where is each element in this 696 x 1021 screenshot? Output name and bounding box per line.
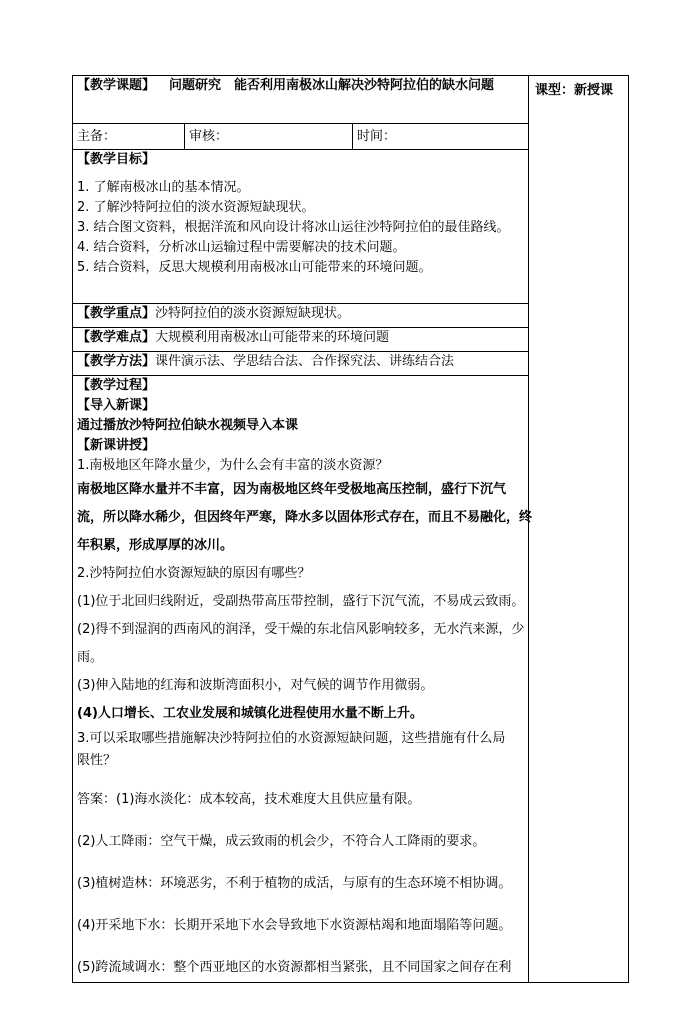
measure-2: (2)人工降雨：空气干燥，成云致雨的机会少，不符合人工降雨的要求。 xyxy=(77,834,486,849)
process-cell xyxy=(73,376,533,983)
objective-item: 3. 结合图文资料，根据洋流和风向设计将冰山运往沙特阿拉伯的最佳路线。 xyxy=(77,220,510,235)
objectives-cell xyxy=(73,150,529,304)
intro-text: 通过播放沙特阿拉伯缺水视频导入本课 xyxy=(77,418,299,433)
objective-item: 1. 了解南极冰山的基本情况。 xyxy=(77,180,250,195)
reviewer-cell xyxy=(185,124,353,150)
intro-label: 【导入新课】 xyxy=(77,398,156,413)
method-cell xyxy=(73,352,529,376)
lesson-title-text: 问题研究 能否利用南极冰山解决沙特阿拉伯的缺水问题 xyxy=(169,78,495,93)
reviewer-label: 审核： xyxy=(189,129,229,144)
question-3-line: 3.可以采取哪些措施解决沙特阿拉伯的水资源短缺问题，这些措施有什么局 xyxy=(77,731,506,746)
lesson-title-label: 【教学课题】 xyxy=(77,78,156,93)
lesson-plan-table xyxy=(72,75,629,983)
measure-3: (3)植树造林：环境恶劣，不利于植物的成活，与原有的生态环境不相协调。 xyxy=(77,876,512,891)
lesson-title-cell xyxy=(73,76,529,124)
difficulty-cell xyxy=(73,328,529,352)
question-3-line: 限性？ xyxy=(77,753,117,768)
method-label: 【教学方法】 xyxy=(77,354,156,369)
method-text: 课件演示法、学思结合法、合作探究法、讲练结合法 xyxy=(155,354,455,369)
answer-1-line: 年积累，形成厚厚的冰川。 xyxy=(77,538,234,553)
answer-1-line: 南极地区降水量并不丰富，因为南极地区终年受极地高压控制，盛行下沉气 xyxy=(77,482,507,497)
key-point-label: 【教学重点】 xyxy=(77,306,156,321)
answer-1 xyxy=(77,476,533,560)
reason-1: (1)位于北回归线附近，受副热带高压带控制，盛行下沉气流，不易成云致雨。 xyxy=(77,594,525,609)
main-prep-cell xyxy=(73,124,185,150)
lesson-type: 课型：新授课 xyxy=(535,83,614,98)
reason-3: (3)伸入陆地的红海和波斯湾面积小，对气候的调节作用微弱。 xyxy=(77,678,434,693)
lesson-type-cell xyxy=(529,76,629,983)
objective-item: 2. 了解沙特阿拉伯的淡水资源短缺现状。 xyxy=(77,200,315,215)
difficulty-text: 大规模利用南极冰山可能带来的环境问题 xyxy=(155,330,390,345)
answer-1-line: 流，所以降水稀少，但因终年严寒，降水多以固体形式存在，而且不易融化，终 xyxy=(77,510,533,525)
objective-item: 5. 结合资料，反思大规模利用南极冰山可能带来的环境问题。 xyxy=(77,260,432,275)
question-2: 2.沙特阿拉伯水资源短缺的原因有哪些？ xyxy=(77,566,311,581)
lesson-plan-sheet xyxy=(72,75,628,975)
measure-1: 答案：(1)海水淡化：成本较高，技术难度大且供应量有限。 xyxy=(77,792,421,807)
objective-item: 4. 结合资料，分析冰山运输过程中需要解决的技术问题。 xyxy=(77,240,406,255)
main-prep-label: 主备： xyxy=(77,129,117,144)
new-lesson-label: 【新课讲授】 xyxy=(77,438,156,453)
difficulty-label: 【教学难点】 xyxy=(77,330,156,345)
key-point-text: 沙特阿拉伯的淡水资源短缺现状。 xyxy=(155,306,351,321)
measure-4: (4)开采地下水：长期开采地下水会导致地下水资源枯竭和地面塌陷等问题。 xyxy=(77,918,512,933)
reason-2-line: (2)得不到湿润的西南风的润泽，受干燥的东北信风影响较多，无水汽来源，少 xyxy=(77,622,525,637)
time-cell xyxy=(353,124,529,150)
measure-5: (5)跨流域调水：整个西亚地区的水资源都相当紧张，且不同国家之间存在利 xyxy=(77,960,512,975)
reason-4: (4)人口增长、工农业发展和城镇化进程使用水量不断上升。 xyxy=(77,706,423,721)
question-1: 1.南极地区年降水量少，为什么会有丰富的淡水资源？ xyxy=(77,458,389,473)
time-label: 时间： xyxy=(357,129,397,144)
objectives-label: 【教学目标】 xyxy=(77,152,156,167)
process-label: 【教学过程】 xyxy=(77,378,156,393)
reason-2-line: 雨。 xyxy=(77,650,104,665)
key-point-cell xyxy=(73,304,529,328)
